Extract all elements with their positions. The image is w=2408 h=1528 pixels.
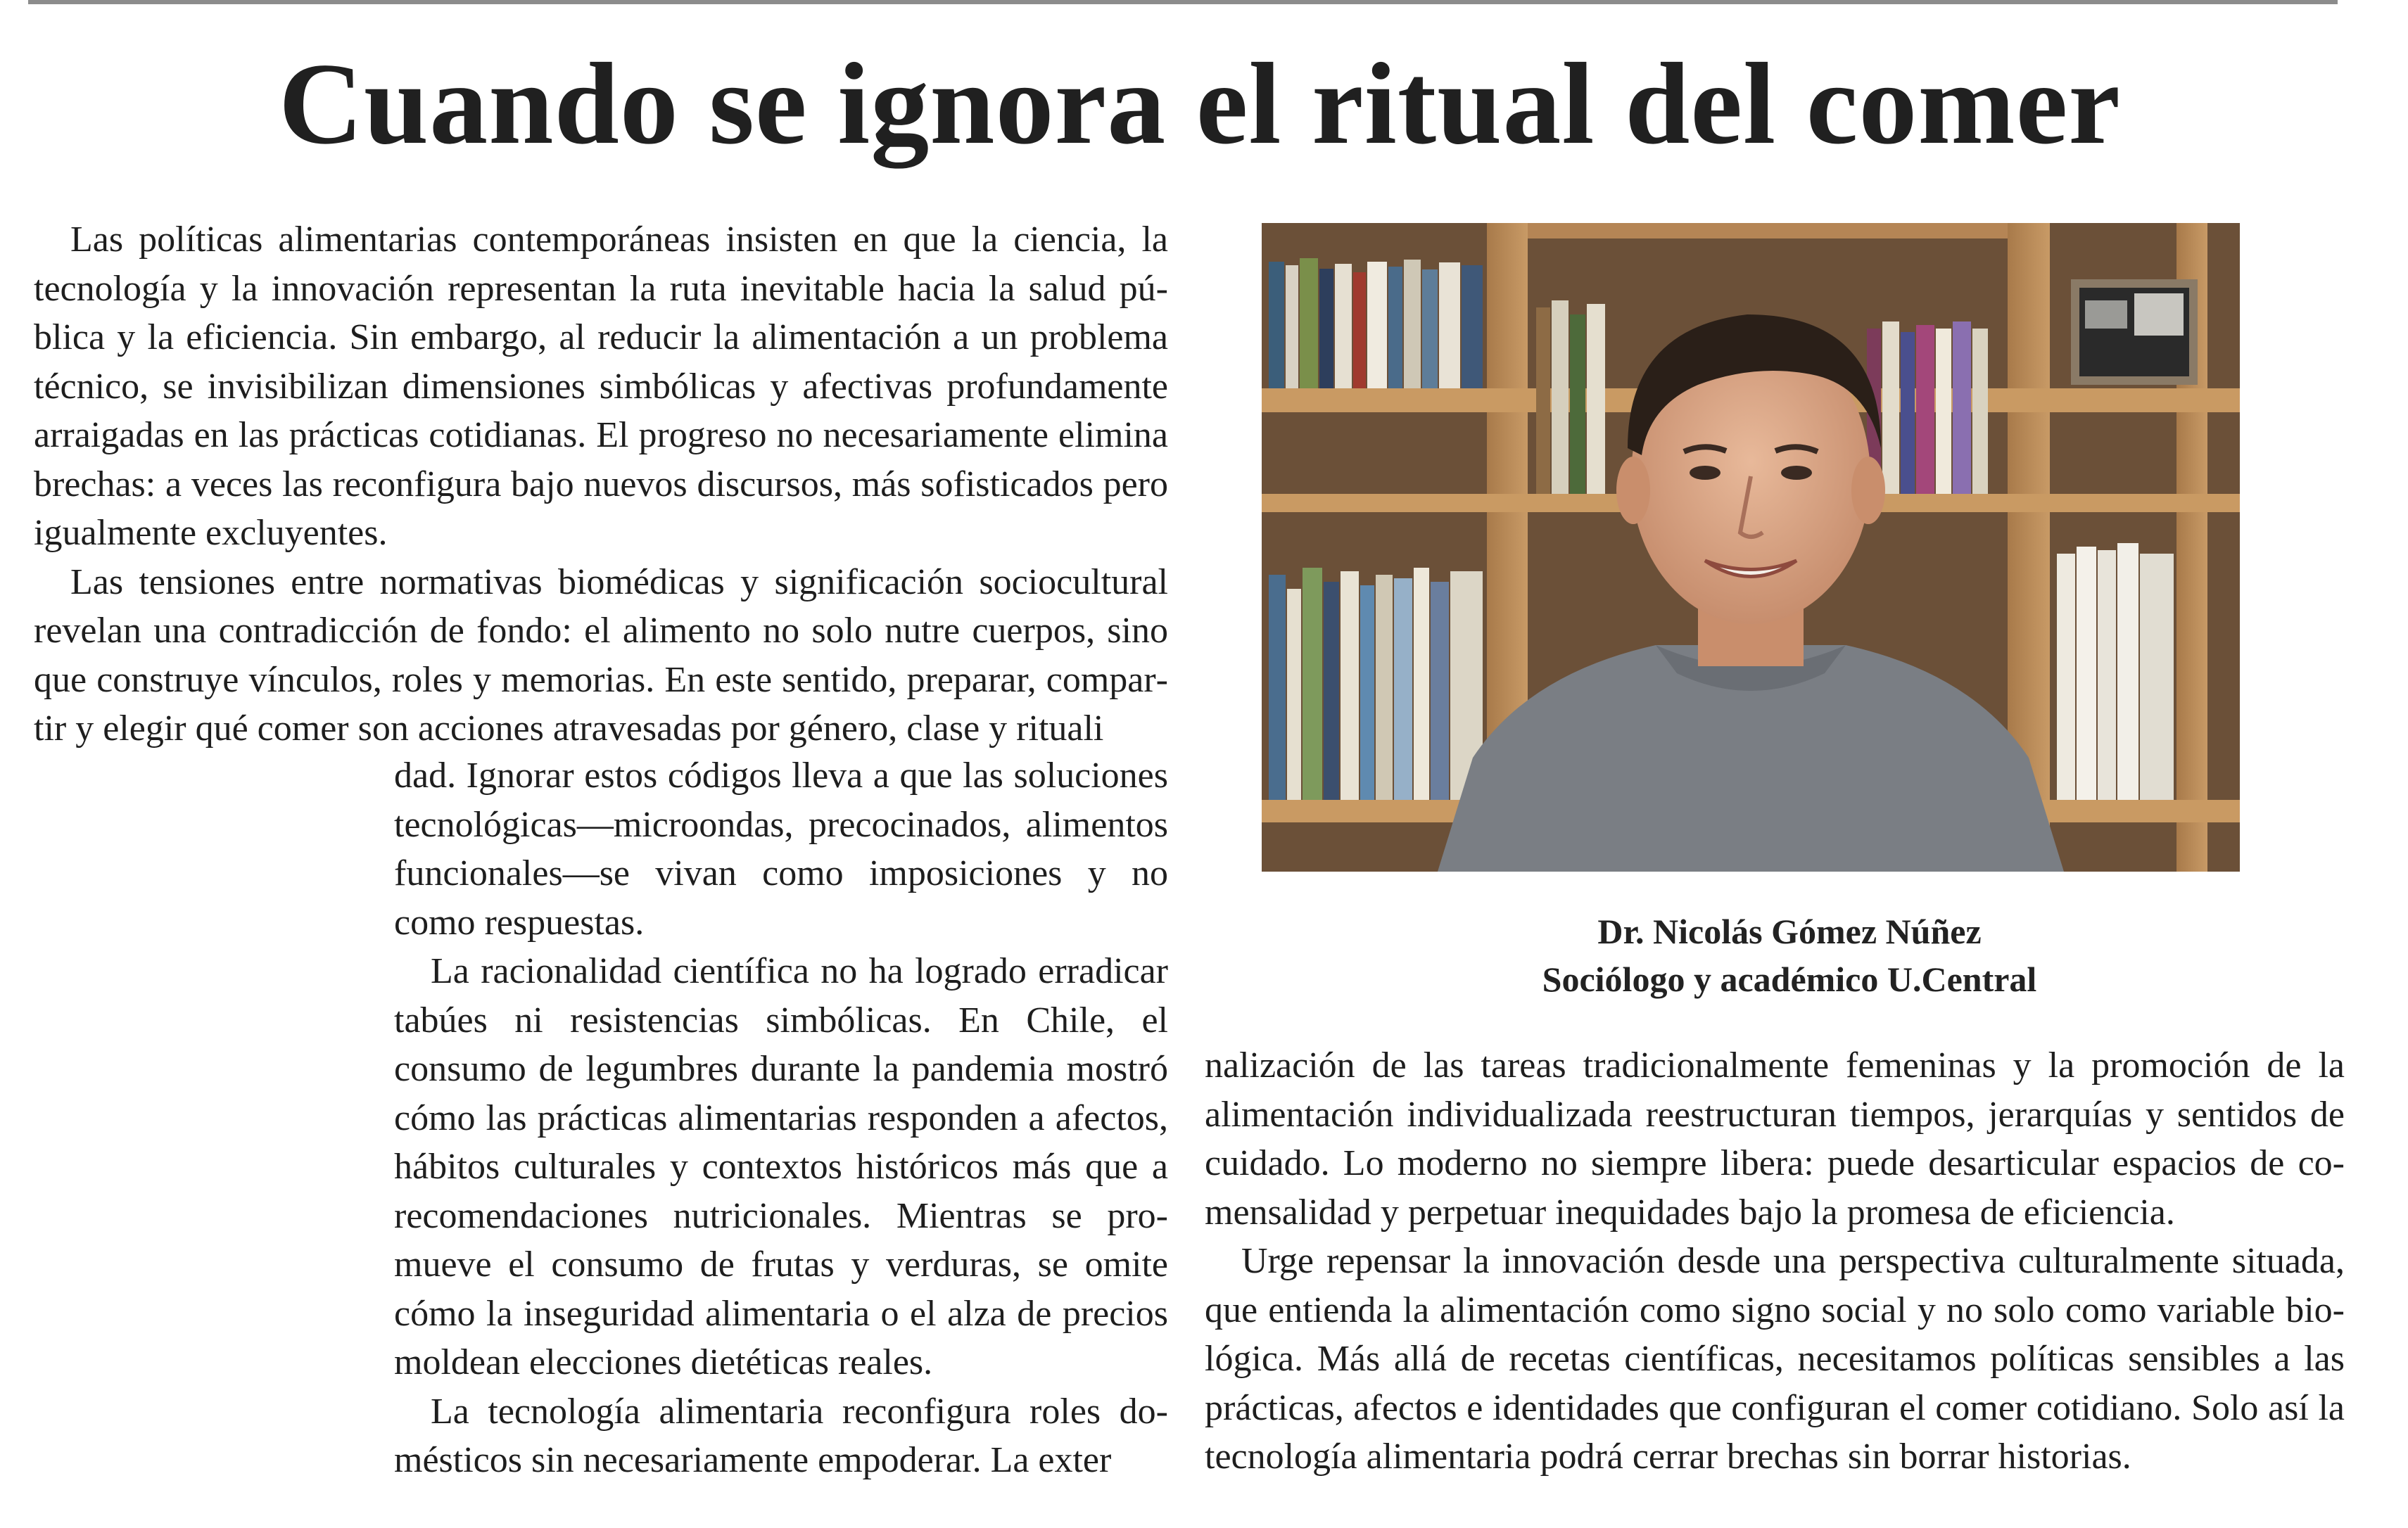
- article-paragraph: La racionalidad científica no ha logrado erradicar tabúes ni resistencias simbólicas. En Chile, el consumo de legumbres durante la pandemia mostró cómo las prácticas alimentarias responden a afectos, hábitos culturales y contextos históricos más que a recomendaciones nutricionales. Mientras se promueve el consumo de frutas y verduras, se omite cómo la inseguridad alimentaria o el alza de precios moldean elecciones dietéticas reales.: [394, 951, 1168, 1382]
- article-paragraph: dad. Ignorar estos códigos lleva a que las soluciones tecnológicas—microondas, precocinados, alimentos funcionales—se vivan como imposiciones y no como respuestas.: [394, 756, 1168, 943]
- photo-caption: [1262, 908, 2317, 1003]
- portrait-photo: [1262, 223, 2240, 872]
- caption-name: Dr. Nicolás Gómez Núñez: [1597, 912, 1982, 951]
- caption-role: Sociólogo y académico U.Central: [1542, 960, 2037, 999]
- article-headline: Cuando se ignora el ritual del comer: [279, 39, 2121, 168]
- article-paragraph: La tecnología alimentaria reconfigura roles domésticos sin necesariamente empoderar. La exter: [394, 1391, 1168, 1480]
- article-column-left: [34, 215, 1168, 753]
- article-paragraph: Las políticas alimentarias contemporáneas insisten en que la ciencia, la tecnología y la innovación representan la ruta inevitable hacia la salud pública y la eficiencia. Sin embargo, al reducir la alimentación a un problema técnico, se invisibilizan dimensiones simbólicas y afectivas profundamente arraigadas en las prácticas cotidianas. El progreso no necesariamente elimina brechas: a veces las reconfigura bajo nuevos discursos, más sofisticados pero igualmente excluyentes.: [34, 219, 1168, 553]
- bookshelf-portrait-illustration: [1262, 223, 2240, 872]
- article-paragraph: nalización de las tareas tradicionalmente femeninas y la promoción de la alimentación individualizada reestructuran tiempos, jerarquías y sentidos de cuidado. Lo moderno no siempre libera: puede desarticular espacios de comensalidad y perpetuar inequidades bajo la promesa de eficiencia.: [1205, 1045, 2345, 1233]
- article-column-right: [1205, 1041, 2345, 1482]
- article-paragraph: Urge repensar la innovación desde una perspectiva culturalmente situada, que entienda la alimentación como signo social y no solo como variable biológica. Más allá de recetas científicas, necesitamos políticas sensibles a las prácticas, afectos e identidades que configuran el comer cotidiano. Solo así la tecnología alimentaria podrá cerrar brechas sin borrar historias.: [1205, 1241, 2345, 1477]
- article-column-middle: [394, 751, 1168, 1485]
- top-rule: [28, 0, 2338, 4]
- article-paragraph: Las tensiones entre normativas biomédicas y significación sociocultural revelan una contradicción de fondo: el alimento no solo nutre cuerpos, sino que construye vínculos, roles y memorias. En este sentido, preparar, compartir y elegir qué comer son acciones atravesadas por género, clase y rituali: [34, 561, 1168, 749]
